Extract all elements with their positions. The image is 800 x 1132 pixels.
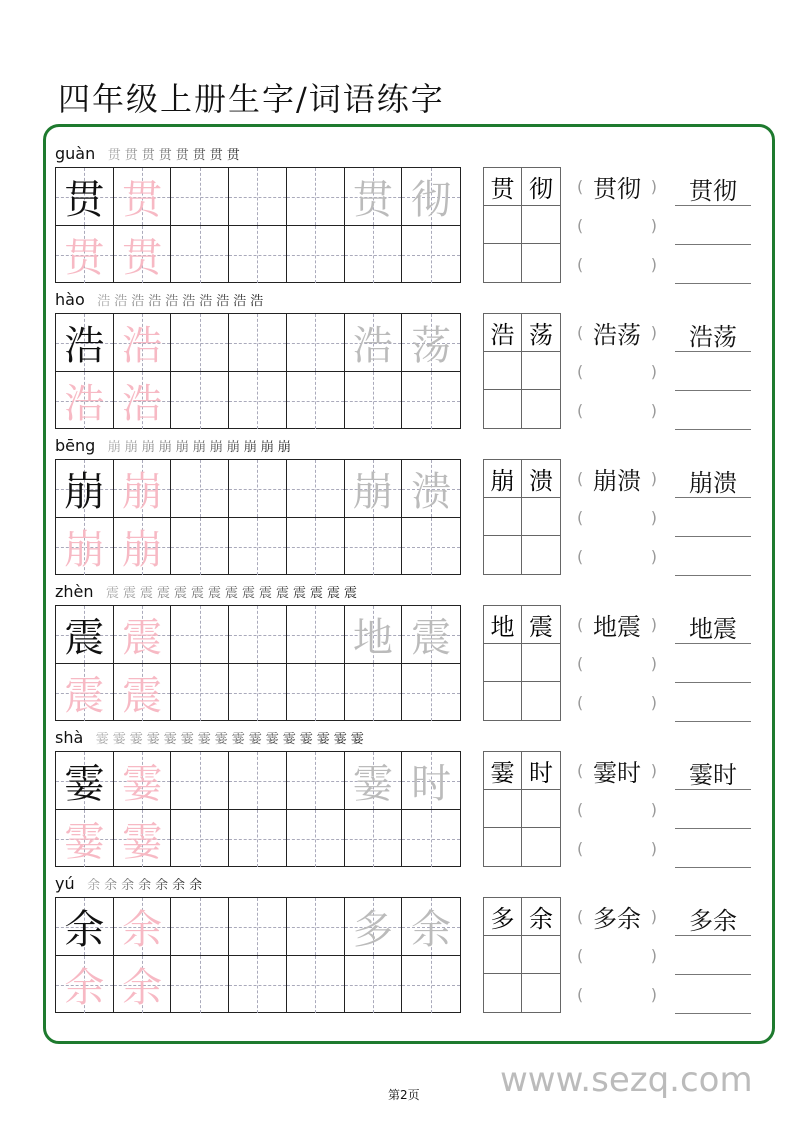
trace-word-char: 余 [411, 907, 452, 953]
word-box-cell[interactable] [484, 352, 522, 390]
paren-slot: ( 浩荡 ) [577, 320, 657, 349]
word-box-cell[interactable] [484, 682, 522, 720]
writing-cell[interactable] [171, 752, 229, 810]
trace-char: 震 [122, 673, 163, 719]
paren-slot[interactable]: ( ) [577, 692, 657, 712]
writing-cell[interactable] [402, 752, 460, 810]
model-char: 浩 [64, 323, 105, 369]
writing-cell[interactable] [229, 956, 287, 1013]
stroke-step: 震 [259, 586, 273, 601]
writing-cell[interactable] [287, 168, 345, 226]
writing-cell[interactable] [402, 372, 460, 429]
pinyin: bēng [55, 436, 96, 455]
stroke-step: 崩 [260, 440, 274, 455]
writing-cell[interactable] [114, 168, 172, 226]
writing-cell[interactable] [114, 372, 172, 429]
stroke-step: 浩 [165, 294, 179, 309]
stroke-step: 霎 [299, 732, 313, 747]
writing-cell[interactable] [114, 810, 172, 867]
writing-line[interactable] [675, 536, 751, 537]
stroke-step: 浩 [250, 294, 264, 309]
word-box [483, 313, 561, 429]
word-box-cell[interactable] [484, 644, 522, 682]
word-box-cell[interactable] [484, 206, 522, 244]
trace-word-char: 溃 [411, 469, 452, 515]
word-box-char: 霎 [484, 752, 522, 790]
writing-line[interactable] [675, 575, 751, 576]
paren-slot[interactable]: ( ) [577, 507, 657, 527]
trace-word-char: 时 [411, 761, 452, 807]
writing-cell[interactable] [345, 956, 403, 1013]
word-box-cell[interactable] [484, 390, 522, 428]
word-box-cell[interactable] [484, 936, 522, 974]
writing-cell[interactable] [56, 606, 114, 664]
writing-cell[interactable] [402, 168, 460, 226]
stroke-step: 崩 [158, 440, 172, 455]
stroke-step: 霎 [350, 732, 364, 747]
stroke-step: 震 [208, 586, 222, 601]
writing-cell[interactable] [114, 518, 172, 575]
line-word: 地震 [689, 615, 737, 643]
pinyin: shà [55, 728, 84, 747]
stroke-step: 震 [310, 586, 324, 601]
trace-char: 崩 [122, 527, 163, 573]
paren-slot: ( 崩溃 ) [577, 466, 657, 495]
stroke-step: 崩 [107, 440, 121, 455]
writing-line[interactable] [675, 789, 751, 790]
writing-line[interactable] [675, 429, 751, 430]
paren-slot[interactable]: ( ) [577, 984, 657, 1004]
line-word: 霎时 [689, 761, 737, 789]
writing-cell[interactable] [345, 752, 403, 810]
model-char: 崩 [64, 469, 105, 515]
stroke-step: 震 [225, 586, 239, 601]
writing-cell[interactable] [287, 752, 345, 810]
writing-cell[interactable] [287, 898, 345, 956]
stroke-step: 震 [327, 586, 341, 601]
trace-char: 贯 [122, 235, 163, 281]
writing-cell[interactable] [114, 752, 172, 810]
writing-line[interactable] [675, 682, 751, 683]
model-char: 霎 [64, 761, 105, 807]
word-box-cell[interactable] [484, 790, 522, 828]
paren-slot[interactable]: ( ) [577, 215, 657, 235]
word-box [483, 751, 561, 867]
line-word: 浩荡 [689, 323, 737, 351]
practice-grid [55, 459, 461, 575]
word-box-char: 地 [484, 606, 522, 644]
writing-cell[interactable] [402, 810, 460, 867]
pinyin: yú [55, 874, 75, 893]
writing-cell[interactable] [345, 226, 403, 283]
paren-slot[interactable]: ( ) [577, 361, 657, 381]
stroke-step: 震 [106, 586, 120, 601]
word-box-cell[interactable] [484, 828, 522, 866]
writing-cell[interactable] [229, 810, 287, 867]
writing-line[interactable] [675, 828, 751, 829]
word-box-cell[interactable] [522, 790, 560, 828]
stroke-step: 崩 [192, 440, 206, 455]
writing-cell[interactable] [402, 518, 460, 575]
writing-line[interactable] [675, 205, 751, 206]
stroke-step: 贯 [209, 148, 223, 163]
writing-cell[interactable] [345, 664, 403, 721]
writing-cell[interactable] [402, 314, 460, 372]
word-box-char: 彻 [522, 168, 560, 206]
stroke-order [106, 582, 358, 601]
writing-cell[interactable] [287, 518, 345, 575]
writing-line[interactable] [675, 283, 751, 284]
writing-cell[interactable] [56, 460, 114, 518]
writing-cell[interactable] [287, 226, 345, 283]
writing-cell[interactable] [345, 460, 403, 518]
writing-cell[interactable] [171, 226, 229, 283]
writing-cell[interactable] [229, 314, 287, 372]
word-box-char: 崩 [484, 460, 522, 498]
practice-grid [55, 605, 461, 721]
stroke-step: 霎 [129, 732, 143, 747]
stroke-step: 贯 [141, 148, 155, 163]
writing-cell[interactable] [229, 898, 287, 956]
writing-cell[interactable] [114, 664, 172, 721]
stroke-step: 震 [276, 586, 290, 601]
model-char: 余 [64, 907, 105, 953]
stroke-step: 浩 [97, 294, 111, 309]
writing-line[interactable] [675, 351, 751, 352]
writing-cell[interactable] [402, 460, 460, 518]
writing-cell[interactable] [345, 168, 403, 226]
writing-cell[interactable] [114, 606, 172, 664]
line-word: 多余 [689, 907, 737, 935]
stroke-step: 震 [123, 586, 137, 601]
stroke-step: 霎 [163, 732, 177, 747]
trace-char: 震 [122, 615, 163, 661]
stroke-step: 余 [104, 878, 118, 893]
word-box-char: 贯 [484, 168, 522, 206]
trace-char: 崩 [64, 527, 105, 573]
writing-cell[interactable] [287, 460, 345, 518]
writing-cell[interactable] [56, 372, 114, 429]
writing-line[interactable] [675, 244, 751, 245]
word-box-char: 溃 [522, 460, 560, 498]
trace-word-char: 荡 [411, 323, 452, 369]
stroke-step: 贯 [192, 148, 206, 163]
writing-cell[interactable] [229, 664, 287, 721]
writing-cell[interactable] [229, 752, 287, 810]
trace-char: 霎 [122, 819, 163, 865]
stroke-order [107, 436, 291, 455]
writing-cell[interactable] [287, 810, 345, 867]
writing-cell[interactable] [56, 810, 114, 867]
writing-cell[interactable] [171, 606, 229, 664]
stroke-step: 余 [189, 878, 203, 893]
trace-word-char: 震 [411, 615, 452, 661]
writing-cell[interactable] [287, 956, 345, 1013]
stroke-step: 崩 [243, 440, 257, 455]
trace-char: 浩 [64, 381, 105, 427]
line-word: 崩溃 [689, 469, 737, 497]
writing-cell[interactable] [114, 956, 172, 1013]
writing-cell[interactable] [171, 168, 229, 226]
word-box-cell[interactable] [522, 536, 560, 574]
writing-cell[interactable] [114, 460, 172, 518]
pinyin-row [55, 727, 364, 747]
trace-word-char: 彻 [411, 177, 452, 223]
trace-word-char: 霎 [352, 761, 393, 807]
stroke-step: 霎 [282, 732, 296, 747]
paren-slot[interactable]: ( ) [577, 254, 657, 274]
writing-cell[interactable] [229, 168, 287, 226]
writing-line[interactable] [675, 935, 751, 936]
stroke-step: 霎 [265, 732, 279, 747]
page-number: 第2页 [388, 1088, 420, 1102]
writing-cell[interactable] [56, 314, 114, 372]
writing-line[interactable] [675, 643, 751, 644]
pinyin-row [55, 143, 240, 163]
word-box-cell[interactable] [522, 390, 560, 428]
character-section [55, 874, 755, 1043]
stroke-step: 霎 [248, 732, 262, 747]
writing-line[interactable] [675, 721, 751, 722]
word-box [483, 605, 561, 721]
stroke-step: 霎 [316, 732, 330, 747]
word-box-cell[interactable] [522, 828, 560, 866]
watermark: www.sezq.com [500, 1060, 753, 1100]
stroke-step: 贯 [107, 148, 121, 163]
stroke-step: 余 [87, 878, 101, 893]
writing-cell[interactable] [402, 956, 460, 1013]
writing-cell[interactable] [171, 810, 229, 867]
trace-char: 贯 [122, 177, 163, 223]
pinyin: hào [55, 290, 85, 309]
stroke-order [95, 728, 364, 747]
stroke-step: 浩 [199, 294, 213, 309]
stroke-step: 贯 [175, 148, 189, 163]
writing-cell[interactable] [229, 606, 287, 664]
writing-cell[interactable] [402, 606, 460, 664]
model-char: 震 [64, 615, 105, 661]
paren-slot[interactable]: ( ) [577, 838, 657, 858]
stroke-step: 震 [174, 586, 188, 601]
stroke-step: 贯 [124, 148, 138, 163]
writing-cell[interactable] [56, 168, 114, 226]
stroke-step: 震 [140, 586, 154, 601]
stroke-step: 余 [138, 878, 152, 893]
word-box-char: 震 [522, 606, 560, 644]
writing-cell[interactable] [229, 372, 287, 429]
stroke-step: 余 [121, 878, 135, 893]
paren-slot: ( 多余 ) [577, 904, 657, 933]
trace-word-char: 贯 [352, 177, 393, 223]
writing-cell[interactable] [114, 898, 172, 956]
writing-cell[interactable] [56, 752, 114, 810]
stroke-step: 崩 [226, 440, 240, 455]
word-box-cell[interactable] [522, 244, 560, 282]
writing-cell[interactable] [402, 226, 460, 283]
writing-cell[interactable] [345, 518, 403, 575]
word-box-cell[interactable] [484, 974, 522, 1012]
stroke-order [97, 290, 264, 309]
paren-slot: ( 霎时 ) [577, 758, 657, 787]
stroke-step: 浩 [148, 294, 162, 309]
word-box-cell[interactable] [484, 536, 522, 574]
writing-line[interactable] [675, 390, 751, 391]
word-box-cell[interactable] [522, 644, 560, 682]
paren-slot[interactable]: ( ) [577, 400, 657, 420]
stroke-step: 崩 [141, 440, 155, 455]
writing-cell[interactable] [171, 664, 229, 721]
stroke-step: 浩 [233, 294, 247, 309]
stroke-step: 浩 [114, 294, 128, 309]
trace-word-char: 崩 [352, 469, 393, 515]
stroke-step: 震 [344, 586, 358, 601]
stroke-step: 崩 [175, 440, 189, 455]
trace-char: 霎 [122, 761, 163, 807]
writing-cell[interactable] [171, 460, 229, 518]
writing-cell[interactable] [229, 226, 287, 283]
word-box-cell[interactable] [522, 974, 560, 1012]
stroke-step: 霎 [333, 732, 347, 747]
stroke-step: 震 [157, 586, 171, 601]
writing-cell[interactable] [114, 226, 172, 283]
trace-char: 崩 [122, 469, 163, 515]
stroke-step: 崩 [277, 440, 291, 455]
word-box-cell[interactable] [522, 206, 560, 244]
paren-slot: ( 贯彻 ) [577, 174, 657, 203]
stroke-step: 震 [242, 586, 256, 601]
trace-word-char: 地 [352, 615, 393, 661]
writing-cell[interactable] [402, 664, 460, 721]
writing-cell[interactable] [171, 314, 229, 372]
stroke-step: 贯 [226, 148, 240, 163]
stroke-step: 震 [191, 586, 205, 601]
trace-char: 霎 [64, 819, 105, 865]
pinyin-row [55, 873, 203, 893]
trace-char: 余 [122, 965, 163, 1011]
practice-grid [55, 313, 461, 429]
writing-cell[interactable] [287, 606, 345, 664]
stroke-step: 浩 [182, 294, 196, 309]
pinyin: zhèn [55, 582, 94, 601]
model-char: 贯 [64, 177, 105, 223]
page-title: 四年级上册生字/词语练字 [58, 80, 445, 118]
paren-slot[interactable]: ( ) [577, 945, 657, 965]
stroke-step: 浩 [216, 294, 230, 309]
writing-cell[interactable] [345, 606, 403, 664]
trace-word-char: 多 [352, 907, 393, 953]
paren-slot: ( 地震 ) [577, 612, 657, 641]
writing-cell[interactable] [229, 460, 287, 518]
practice-grid [55, 897, 461, 1013]
stroke-order [87, 874, 203, 893]
writing-line[interactable] [675, 1013, 751, 1014]
pinyin-row [55, 581, 358, 601]
trace-char: 浩 [122, 381, 163, 427]
stroke-step: 震 [293, 586, 307, 601]
stroke-step: 霎 [95, 732, 109, 747]
writing-cell[interactable] [171, 956, 229, 1013]
word-box-cell[interactable] [484, 244, 522, 282]
line-word: 贯彻 [689, 177, 737, 205]
writing-cell[interactable] [402, 898, 460, 956]
trace-char: 浩 [122, 323, 163, 369]
writing-cell[interactable] [171, 518, 229, 575]
stroke-step: 霎 [146, 732, 160, 747]
stroke-step: 霎 [231, 732, 245, 747]
pinyin-row [55, 289, 264, 309]
stroke-step: 贯 [158, 148, 172, 163]
writing-cell[interactable] [171, 372, 229, 429]
word-box-cell[interactable] [522, 682, 560, 720]
word-box [483, 897, 561, 1013]
writing-cell[interactable] [56, 518, 114, 575]
word-box-cell[interactable] [522, 352, 560, 390]
trace-char: 贯 [64, 235, 105, 281]
pinyin: guàn [55, 144, 96, 163]
stroke-step: 霎 [197, 732, 211, 747]
writing-cell[interactable] [56, 956, 114, 1013]
writing-cell[interactable] [345, 372, 403, 429]
word-box-cell[interactable] [522, 936, 560, 974]
writing-cell[interactable] [345, 314, 403, 372]
trace-char: 震 [64, 673, 105, 719]
practice-grid [55, 751, 461, 867]
paren-slot[interactable]: ( ) [577, 546, 657, 566]
word-box [483, 459, 561, 575]
stroke-step: 霎 [180, 732, 194, 747]
pinyin-row [55, 435, 291, 455]
writing-cell[interactable] [229, 518, 287, 575]
paren-slot[interactable]: ( ) [577, 653, 657, 673]
word-box-char: 多 [484, 898, 522, 936]
practice-grid [55, 167, 461, 283]
writing-cell[interactable] [287, 314, 345, 372]
writing-cell[interactable] [287, 664, 345, 721]
writing-cell[interactable] [114, 314, 172, 372]
writing-cell[interactable] [345, 898, 403, 956]
writing-line[interactable] [675, 974, 751, 975]
stroke-step: 崩 [209, 440, 223, 455]
word-box [483, 167, 561, 283]
word-box-cell[interactable] [484, 498, 522, 536]
stroke-step: 霎 [112, 732, 126, 747]
paren-slot[interactable]: ( ) [577, 799, 657, 819]
stroke-step: 崩 [124, 440, 138, 455]
writing-line[interactable] [675, 867, 751, 868]
trace-word-char: 浩 [352, 323, 393, 369]
stroke-step: 浩 [131, 294, 145, 309]
writing-cell[interactable] [287, 372, 345, 429]
word-box-char: 时 [522, 752, 560, 790]
writing-cell[interactable] [345, 810, 403, 867]
writing-cell[interactable] [171, 898, 229, 956]
stroke-order [107, 144, 240, 163]
trace-char: 余 [122, 907, 163, 953]
word-box-cell[interactable] [522, 498, 560, 536]
stroke-step: 霎 [214, 732, 228, 747]
writing-cell[interactable] [56, 226, 114, 283]
stroke-step: 余 [172, 878, 186, 893]
writing-cell[interactable] [56, 898, 114, 956]
stroke-step: 余 [155, 878, 169, 893]
writing-line[interactable] [675, 497, 751, 498]
word-box-char: 浩 [484, 314, 522, 352]
writing-cell[interactable] [56, 664, 114, 721]
trace-char: 余 [64, 965, 105, 1011]
word-box-char: 荡 [522, 314, 560, 352]
word-box-char: 余 [522, 898, 560, 936]
